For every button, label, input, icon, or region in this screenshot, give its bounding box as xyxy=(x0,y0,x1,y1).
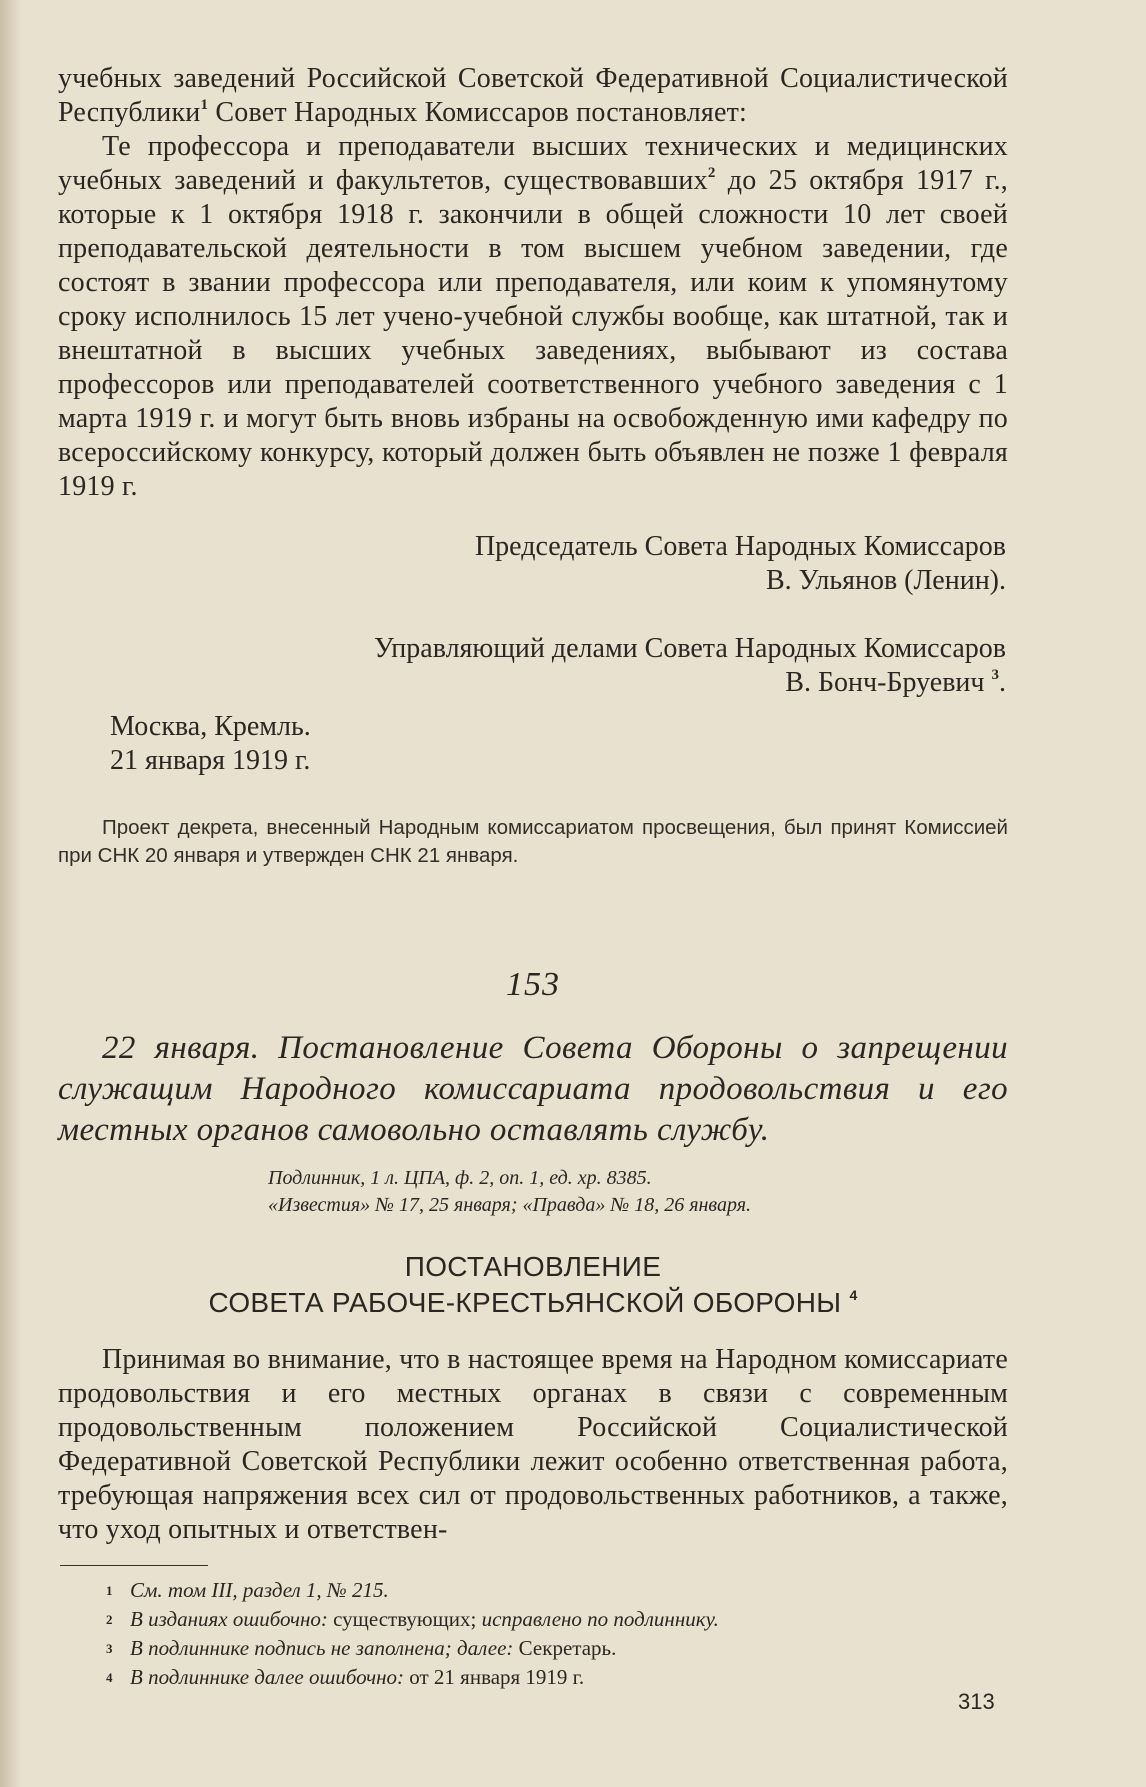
signature-name: В. Ульянов (Ленин). xyxy=(766,565,1006,596)
text-span: исправлено по подлиннику. xyxy=(481,1607,719,1631)
signature-manager xyxy=(58,632,1008,700)
footnote-mark: 4 xyxy=(106,1670,113,1685)
signature-chairman xyxy=(58,530,1008,598)
text-span: Те профессора и преподаватели высших технических и медицинских учебных заведений и факультетов, существовавших xyxy=(58,131,1008,196)
text-span: от 21 января 1919 г. xyxy=(404,1665,585,1689)
date: 21 января 1919 г. xyxy=(110,745,311,776)
text-span: до 25 октября 1917 г., которые к 1 октября 1918 г. закончили в общей сложности 10 лет своей преподавательской деятельности в том высшем учебном заведении, где состоят в звании профессора или преподавателя, или коим к упомянутому сроку исполнилось 15 лет учено-учебной службы вообще, как штатной, так и внештатной в высших учебных заведениях, выбывают из состава профессоров или преподавателей соответственного учебного заведения с 1 марта 1919 г. и могут быть вновь избраны на освобожденную ими кафедру по всероссийскому конкурсу, который должен быть объявлен не позже 1 февраля 1919 г. xyxy=(58,165,1009,502)
footnote-mark: 3 xyxy=(106,1641,113,1656)
place-date xyxy=(58,710,1008,778)
editorial-note: Проект декрета, внесенный Народным комиссариатом просвещения, был принят Комиссией при СНК 20 января и утвержден СНК 21 января. xyxy=(58,816,1008,867)
footnote-mark: 2 xyxy=(106,1612,113,1627)
prev-decree-paragraph-1 xyxy=(58,62,1008,130)
text-span: Секретарь. xyxy=(513,1636,617,1660)
text-span: См. том III, раздел 1, № 215. xyxy=(130,1578,389,1602)
text-span: В. Бонч-Бруевич xyxy=(785,667,985,698)
text-span: В подлиннике подпись не заполнена; далее: xyxy=(130,1636,514,1660)
heading-line-2 xyxy=(58,1285,1008,1321)
footnotes xyxy=(58,1576,1008,1692)
heading-line-1: ПОСТАНОВЛЕНИЕ xyxy=(404,1251,662,1282)
text-span: . xyxy=(999,667,1006,698)
text-span: В изданиях ошибочно: xyxy=(130,1607,328,1631)
signature-name xyxy=(58,666,1008,700)
decree-text: Принимая во внимание, что в настоящее время на Народном комиссариате продовольствия и его местных органах в связи с современным продовольственным положением Российской Социалистической Федеративной Советской Республики лежит особенно ответственная работа, требующая напряжения всех сил от продовольственных работников, а также, что уход опытных и ответствен- xyxy=(58,1344,1008,1545)
footnote-ref-2[interactable]: 2 xyxy=(707,165,716,181)
text-span: Совет Народных Комиссаров постановляет: xyxy=(208,97,747,128)
footnote-ref-4[interactable]: 4 xyxy=(849,1287,858,1303)
signature-title: Управляющий делами Совета Народных Комиссаров xyxy=(373,633,1006,664)
signature-title: Председатель Совета Народных Комиссаров xyxy=(474,531,1006,562)
text-span: учебных заведений Российской Советской Федеративной Социалистической Республики xyxy=(58,63,1008,128)
source-reference xyxy=(58,1165,1008,1219)
text-span: СОВЕТА РАБОЧЕ-КРЕСТЬЯНСКОЙ ОБОРОНЫ xyxy=(208,1287,842,1318)
footnote-item xyxy=(106,1663,1008,1692)
text-span: существующих; xyxy=(327,1607,482,1631)
footnote-ref-1[interactable]: 1 xyxy=(200,97,209,113)
footnote-item xyxy=(106,1605,1008,1634)
footnote-ref-3[interactable]: 3 xyxy=(991,667,999,683)
document-title: 22 января. Постановление Совета Обороны о запрещении служащим Народного комиссариата продовольствия и его местных органов самовольно оставлять службу. xyxy=(58,1030,1008,1148)
footnote-item xyxy=(106,1576,1008,1605)
footnote-mark: 1 xyxy=(106,1583,113,1598)
footnote-divider xyxy=(60,1565,208,1566)
book-page xyxy=(58,62,1008,1692)
decree-heading xyxy=(58,1249,1008,1321)
place: Москва, Кремль. xyxy=(110,711,311,742)
book-binding-shadow xyxy=(0,0,22,1787)
source-line-2: «Известия» № 17, 25 января; «Правда» № 18, 26 января. xyxy=(268,1194,751,1216)
footnote-item xyxy=(106,1634,1008,1663)
document-number: 153 xyxy=(506,966,560,1003)
source-line-1: Подлинник, 1 л. ЦПА, ф. 2, оп. 1, ед. хр. 8385. xyxy=(268,1167,652,1189)
text-span: В подлиннике далее ошибочно: xyxy=(130,1665,405,1689)
prev-decree-paragraph-2 xyxy=(58,130,1008,504)
page-number: 313 xyxy=(958,1689,995,1714)
